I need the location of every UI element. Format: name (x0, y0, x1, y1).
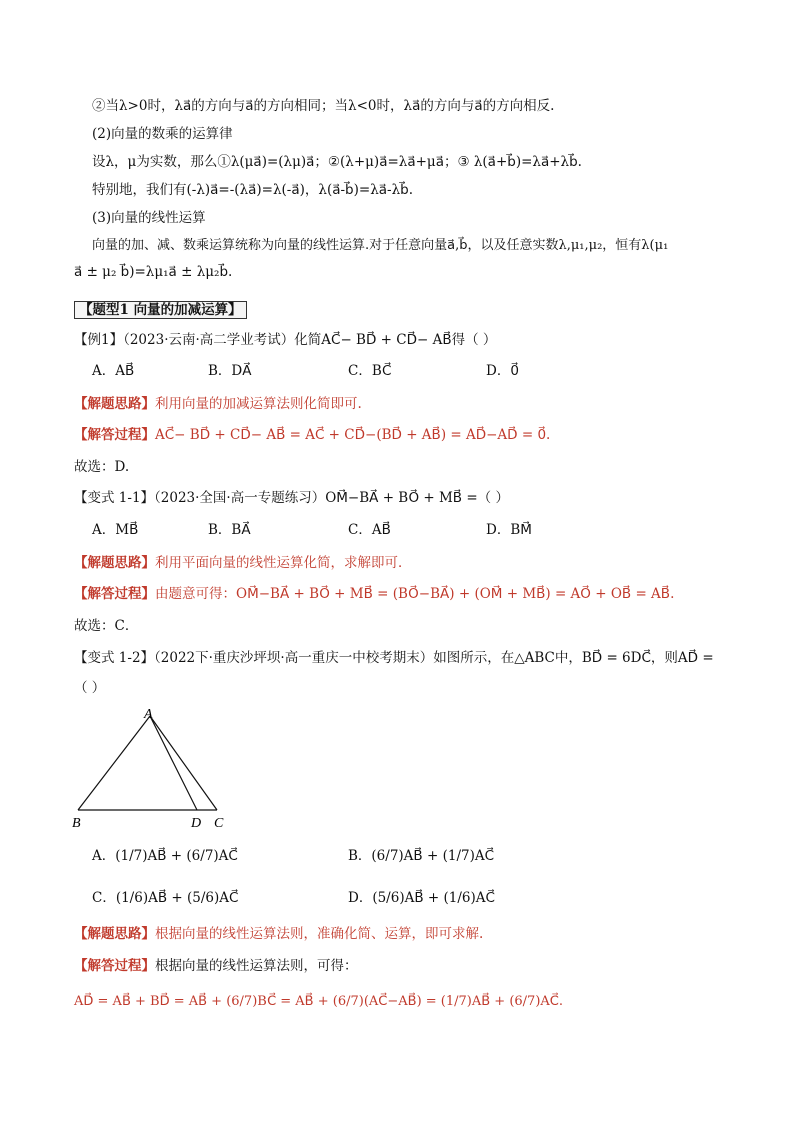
process-text: 根据向量的线性运算法则，可得： (155, 958, 358, 974)
idea-tag: 【解题思路】 (74, 555, 155, 571)
example-1-answer: 故选：D. (74, 459, 130, 475)
theory-line-2: (2)向量的数乘的运算律 (92, 126, 233, 142)
triangle-figure (60, 700, 250, 835)
vertex-label-a: A (144, 707, 153, 722)
section-title-text: 【题型1 向量的加减运算】 (74, 301, 247, 319)
example-1-option-a: A．AB⃗ (92, 363, 135, 379)
example-1-idea (74, 394, 362, 414)
variant-1-1-idea (74, 553, 412, 573)
variant-1-2-process (74, 956, 358, 976)
process-tag: 【解答过程】 (74, 427, 155, 443)
variant-1-1-option-b: B．BA⃗ (208, 522, 251, 538)
theory-line-4: 特别地，我们有(-λ)a⃗=-(λa⃗)=λ(-a⃗)，λ(a⃗-b⃗)=λa⃗-λb⃗. (92, 182, 414, 198)
variant-1-2-stem-bracket: （ ） (74, 680, 106, 696)
variant-1-2-option-b: B．(6/7)AB⃗ + (1/7)AC⃗ (348, 848, 495, 864)
side-ab (78, 716, 150, 810)
variant-1-1-stem: 【变式 1-1】（2023·全国·高一专题练习）OM⃗−BA⃗ + BO⃗ + MB⃗ =（ ） (74, 490, 509, 506)
vertex-label-c: C (214, 816, 224, 831)
variant-1-2-option-c: C．(1/6)AB⃗ + (5/6)AC⃗ (92, 890, 239, 906)
example-1-process (74, 425, 550, 445)
variant-1-1-option-c: C．AB⃗ (348, 522, 391, 538)
vertex-label-b: B (72, 816, 81, 831)
process-text: 由题意可得：OM⃗−BA⃗ + BO⃗ + MB⃗ = (BO⃗−BA⃗) + (OM⃗ + MB⃗) = AO⃗ + OB⃗ = AB⃗. (155, 586, 675, 602)
variant-1-1-option-a: A．MB⃗ (92, 522, 139, 538)
variant-1-2-option-a: A．(1/7)AB⃗ + (6/7)AC⃗ (92, 848, 238, 864)
variant-1-2-idea (74, 924, 483, 944)
theory-line-6: 向量的加、减、数乘运算统称为向量的线性运算.对于任意向量a⃗,b⃗，以及任意实数λ,μ₁,μ₂，恒有λ(μ₁ (92, 238, 669, 253)
example-1-option-b: B．DA⃗ (208, 363, 252, 379)
idea-tag: 【解题思路】 (74, 396, 155, 412)
variant-1-1-process (74, 584, 674, 604)
variant-1-1-answer: 故选：C． (74, 618, 139, 634)
vertex-label-d: D (191, 816, 202, 831)
example-1-option-d: D．0⃗ (486, 363, 519, 379)
process-tag: 【解答过程】 (74, 958, 155, 974)
theory-line-5: (3)向量的线性运算 (92, 210, 206, 226)
theory-line-7: a⃗ ± μ₂ b⃗)=λμ₁a⃗ ± λμ₂b⃗. (74, 264, 233, 280)
variant-1-2-process-formula: AD⃗ = AB⃗ + BD⃗ = AB⃗ + (6/7)BC⃗ = AB⃗ + (6/7)(AC⃗−AB⃗) = (1/7)AB⃗ + (6/7)AC⃗. (74, 994, 563, 1009)
process-tag: 【解答过程】 (74, 586, 155, 602)
segment-ad (150, 716, 197, 810)
section-title (74, 298, 247, 318)
example-1-stem: 【例1】（2023·云南·高二学业考试）化简AC⃗− BD⃗ + CD⃗− AB⃗得（ ） (74, 332, 497, 348)
process-text: AC⃗− BD⃗ + CD⃗− AB⃗ = AC⃗ + CD⃗−(BD⃗ + AB⃗) = AD⃗−AD⃗ = 0⃗. (155, 427, 551, 443)
variant-1-2-stem: 【变式 1-2】（2022下·重庆沙坪坝·高一重庆一中校考期末）如图所示，在△ABC中，BD⃗ = 6DC⃗，则AD⃗ = (74, 650, 714, 666)
theory-line-3: 设λ，μ为实数，那么①λ(μa⃗)=(λμ)a⃗；②(λ+μ)a⃗=λa⃗+μa⃗；③ λ(a⃗+b⃗)=λa⃗+λb⃗. (92, 154, 582, 170)
idea-tag: 【解题思路】 (74, 926, 155, 942)
idea-text: 根据向量的线性运算法则，准确化简、运算，即可求解. (155, 926, 484, 942)
idea-text: 利用向量的加减运算法则化简即可. (155, 396, 362, 412)
example-1-option-c: C．BC⃗ (348, 363, 392, 379)
idea-text: 利用平面向量的线性运算化简，求解即可． (155, 555, 412, 571)
variant-1-1-option-d: D．BM⃗ (486, 522, 532, 538)
theory-line-1: ②当λ>0时，λa⃗的方向与a⃗的方向相同；当λ<0时，λa⃗的方向与a⃗的方向相反. (92, 98, 555, 114)
side-ac (150, 716, 217, 810)
variant-1-2-option-d: D．(5/6)AB⃗ + (1/6)AC⃗ (348, 890, 495, 906)
